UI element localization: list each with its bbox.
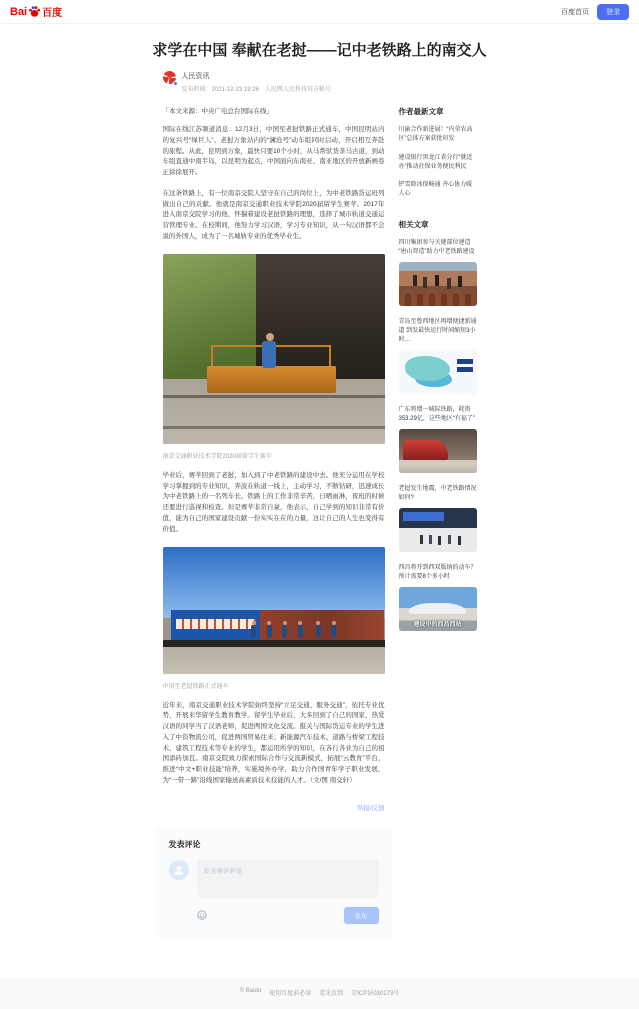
photo-sky <box>163 547 385 618</box>
related-article-title: 广东将增一城际铁路，耗资353.29亿，这些地区“有福了” <box>398 406 475 422</box>
author-avatar-icon[interactable] <box>163 71 176 84</box>
emoji-button[interactable] <box>197 910 207 920</box>
related-article-title: 西昌将开到西双版纳的动车？预计需要8个多小时 <box>398 564 477 580</box>
author-latest-section <box>399 106 477 200</box>
page-footer <box>0 978 639 1009</box>
author-meta <box>182 84 331 93</box>
figure-caption: 中国至老挝铁路正式通车 <box>162 683 229 690</box>
source-note: 「本文来源：中央广电总台国际在线」 <box>162 108 273 115</box>
author-badge: 人民网人民科技官方帐号 <box>264 87 331 93</box>
figure-train-photo <box>163 547 385 690</box>
sidebar <box>399 106 477 643</box>
baidu-logo[interactable] <box>10 4 62 19</box>
photo-person-figure <box>316 625 321 638</box>
related-articles-heading: 相关文章 <box>398 219 429 229</box>
photo-worker-figure <box>262 341 276 368</box>
verified-badge-icon <box>173 81 178 86</box>
thumbnail-overlay-text: 建设中的西昌西站 <box>413 621 462 628</box>
related-article-title: 青岛至鲁西地区再增便捷新通道 到发最快运行时间缩短3小时… <box>398 318 477 343</box>
photo-worker-head <box>266 333 274 341</box>
comment-section <box>155 827 393 938</box>
photo-rail <box>163 426 385 429</box>
person-icon <box>173 864 185 876</box>
related-article-title: 老挝发生地震，中老铁路情况如何? <box>398 485 477 501</box>
related-article-link[interactable] <box>399 564 477 631</box>
related-article-link[interactable] <box>399 406 477 473</box>
latest-article-link[interactable]: 铲雪除冰保畅通 齐心协力暖人心 <box>398 182 473 198</box>
baidu-paw-icon <box>28 5 41 18</box>
photo-ground <box>163 647 385 674</box>
report-feedback-link[interactable]: 举报/反馈 <box>356 804 385 812</box>
footer-icp: 京ICP证030173号 <box>351 990 400 997</box>
article-paragraph: 近年来，南京交通职业技术学院始终坚持“立足交通、服务交通”，依托专业优势，开展来华留学生教育教学。留学生毕业后，大多回到了自己的国家，热爱汉语的同学当了汉语老师，促进两国文化交流。报关与国际货运专业的学生进入了中资物流公司，促进两国贸易往来；新能源汽车技术、道路与桥梁工程技术、建筑工程技术等专业的学生，都运用所学的知识，在各行各业为自己的祖国添砖加瓦。南京交院致力探索国际合作与交流新模式，拓展“云教育”平台，推进“中文+职业技能”培养，实施境外办学，助力合作国青年学子职业发展，为“一带一路”沿线国家输送高素质技术技能的人才。（文/图 南交轩） <box>162 701 385 784</box>
related-article-link[interactable] <box>399 318 477 394</box>
footer-link[interactable]: 使用百度前必读 <box>269 990 312 997</box>
article-paragraph: 在这条铁路上，有一位南京交院人坚守在自己的岗位上，为中老铁路货运班列做出自己的贡献。他就是南京交通职业技术学院2020届留学生赛苹。2017年进入南京交院学习的他，怀揣着建设老挝铁路的理想，选择了城市轨道交通运营管理专业。在校期间，他努力学习汉语，学习专业知识，从一句汉语都不会说的外国人，成为了一名城轨专业的优秀毕业生。 <box>162 189 385 241</box>
photo-person-figure <box>267 625 272 638</box>
header-actions <box>561 4 629 20</box>
related-article-link[interactable] <box>399 239 477 306</box>
comment-input[interactable] <box>197 860 379 898</box>
latest-article-link[interactable]: 川渝合作新进展！“内荣农高区”总体方案获批印发 <box>398 127 473 143</box>
container-train-image[interactable] <box>163 547 385 674</box>
baidu-home-link[interactable]: 百度首页 <box>561 8 589 16</box>
station-building-thumbnail <box>399 587 477 631</box>
photo-person-figure <box>251 625 256 638</box>
article-body <box>163 106 385 938</box>
photo-person-figure <box>331 625 336 638</box>
article-paragraph: 毕业后，赛苹回到了老挝，加入到了中老铁路的建设中去。他充分运用在学校学习掌握到的专业知识，奔波在轨道一线上，主动学习，不断钻研，迅速成长为中老铁路上的一名列车长。铁路上的工作非常辛苦，日晒雨淋，夜班的时候还要进行巡视和检查。但是赛苹非常自豪，他表示，自己学到的知识非常有价值，能为自己的国家建设贡献一份实实在在的力量，这让自己的人生也变得有价值。 <box>162 471 385 533</box>
red-train-thumbnail <box>399 429 477 473</box>
user-avatar <box>169 860 189 880</box>
report-row <box>163 797 385 815</box>
article-title: 求学在中国 奉献在老挝——记中老铁路上的南交人 <box>152 42 487 59</box>
figure-worker-photo <box>163 254 385 460</box>
publish-comment-button[interactable]: 发布 <box>344 907 379 924</box>
station-hall-thumbnail <box>399 508 477 552</box>
latest-article-link[interactable]: 建设银行黑龙江省分行“就近办”推动社保业务便民利民 <box>398 154 473 170</box>
railway-workers-thumbnail <box>399 262 477 306</box>
footer-link[interactable]: 意见反馈 <box>319 990 344 997</box>
related-article-title: 四川集团参与关键部位建造 “唐山智造”助力中老铁路建设 <box>398 239 475 255</box>
author-row <box>163 71 477 93</box>
baidu-logo-latin: Bai <box>10 5 28 18</box>
photo-person-figure <box>298 625 303 638</box>
photo-rail <box>163 395 385 398</box>
photo-red-containers <box>260 610 384 640</box>
top-bar <box>0 0 639 24</box>
article-paragraph: 国际在线江苏频道消息：12月3日，中国至老挝铁路正式通车，中国昆明站内的复兴号“绿巨人”、老挝万象站内的“澜沧号”动车组同时启动，开启相互奔赴的旅程。从此，昆明到万象，最快只要10个小时，从马帮驮货茶马古道，到动车组直通中南半岛，以昆明为起点，中国面向东南亚、南亚地区的开放新画卷正徐徐展开。 <box>162 126 385 177</box>
figure-caption: 南京交通职业技术学院2020届留学生赛苹 <box>162 453 272 460</box>
photo-banner <box>176 619 256 629</box>
photo-person-figure <box>282 625 287 638</box>
smiley-icon <box>197 910 207 920</box>
related-articles-section <box>399 219 477 631</box>
author-info <box>182 71 331 93</box>
related-article-link[interactable] <box>399 485 477 552</box>
author-name[interactable]: 人民资讯 <box>181 73 210 80</box>
login-button[interactable]: 登录 <box>597 4 629 20</box>
page-content <box>152 39 487 938</box>
worker-on-rail-machine-image[interactable] <box>163 254 385 444</box>
latest-articles-heading: 作者最新文章 <box>398 107 444 116</box>
publish-time: 发布时间：2021-12-23 19:26 <box>181 87 259 93</box>
comment-heading: 发表评论 <box>168 839 201 849</box>
route-map-thumbnail <box>399 350 477 394</box>
copyright: © Baidu <box>239 987 262 994</box>
baidu-logo-hanzi: 百度 <box>42 8 63 19</box>
photo-orange-machine <box>207 366 336 393</box>
